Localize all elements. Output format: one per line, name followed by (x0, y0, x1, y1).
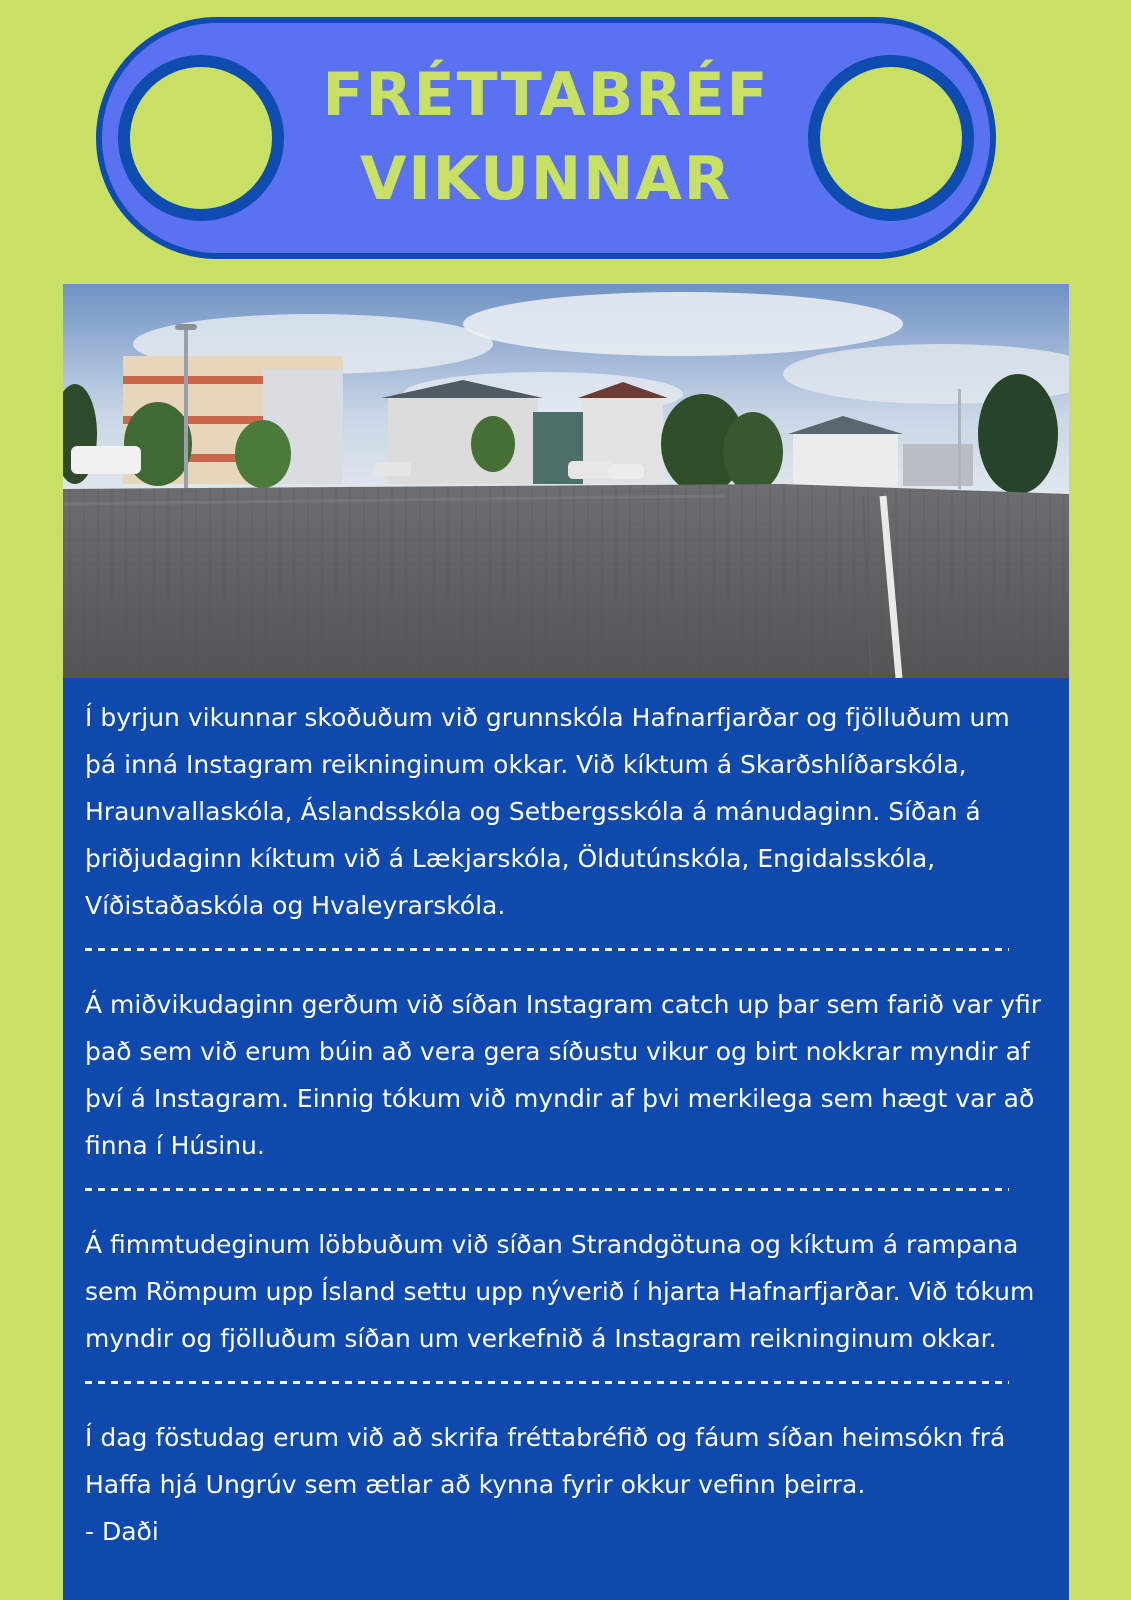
paragraph-wednesday: Á miðvikudaginn gerðum við síðan Instagram catch up þar sem farið var yfir það sem við erum búin að vera gera síðustu vikur og birt nokkrar myndir af því á Instagram. Einnig tókum við myndir af þvi merkilega sem hægt var að finna í Húsinu. (85, 990, 1041, 1160)
paragraph-monday-tuesday: Í byrjun vikunnar skoðuðum við grunnskóla Hafnarfjarðar og fjölluðum um þá inná Instagram reikninginum okkar. Við kíktum á Skarðshlíðarskóla, Hraunvallaskóla, Áslandsskóla og Setbergsskóla á mánudaginn. Síðan á þriðjudaginn kíktum við á Lækjarskóla, Öldutúnskóla, Engidalsskóla, Víðistaðaskóla og Hvaleyrarskóla. (85, 703, 1010, 920)
article-panel (63, 678, 1069, 1600)
title-line-2: VIKUNNAR (360, 144, 732, 214)
title-line-1: FRÉTTABRÉF (322, 60, 770, 130)
dashed-divider (85, 1381, 1009, 1384)
page-title (302, 53, 790, 221)
title-banner (96, 17, 996, 259)
signature: - Daði (85, 1517, 159, 1546)
street-photo (63, 284, 1069, 678)
street-plaza-photo-icon (63, 284, 1069, 678)
decorative-ring-left (118, 55, 284, 221)
paragraph-friday: Í dag föstudag erum við að skrifa fréttabréfið og fáum síðan heimsókn frá Haffa hjá Ungrúv sem ætlar að kynna fyrir okkur vefinn þeirra. (85, 1423, 1006, 1499)
dashed-divider (85, 948, 1009, 951)
dashed-divider (85, 1188, 1009, 1191)
paragraph-thursday: Á fimmtudeginum löbbuðum við síðan Strandgötuna og kíktum á rampana sem Römpum upp Ísland settu upp nýverið í hjarta Hafnarfjarðar. Við tókum myndir og fjölluðum síðan um verkefnið á Instagram reikninginum okkar. (85, 1230, 1035, 1353)
decorative-ring-right (808, 55, 974, 221)
